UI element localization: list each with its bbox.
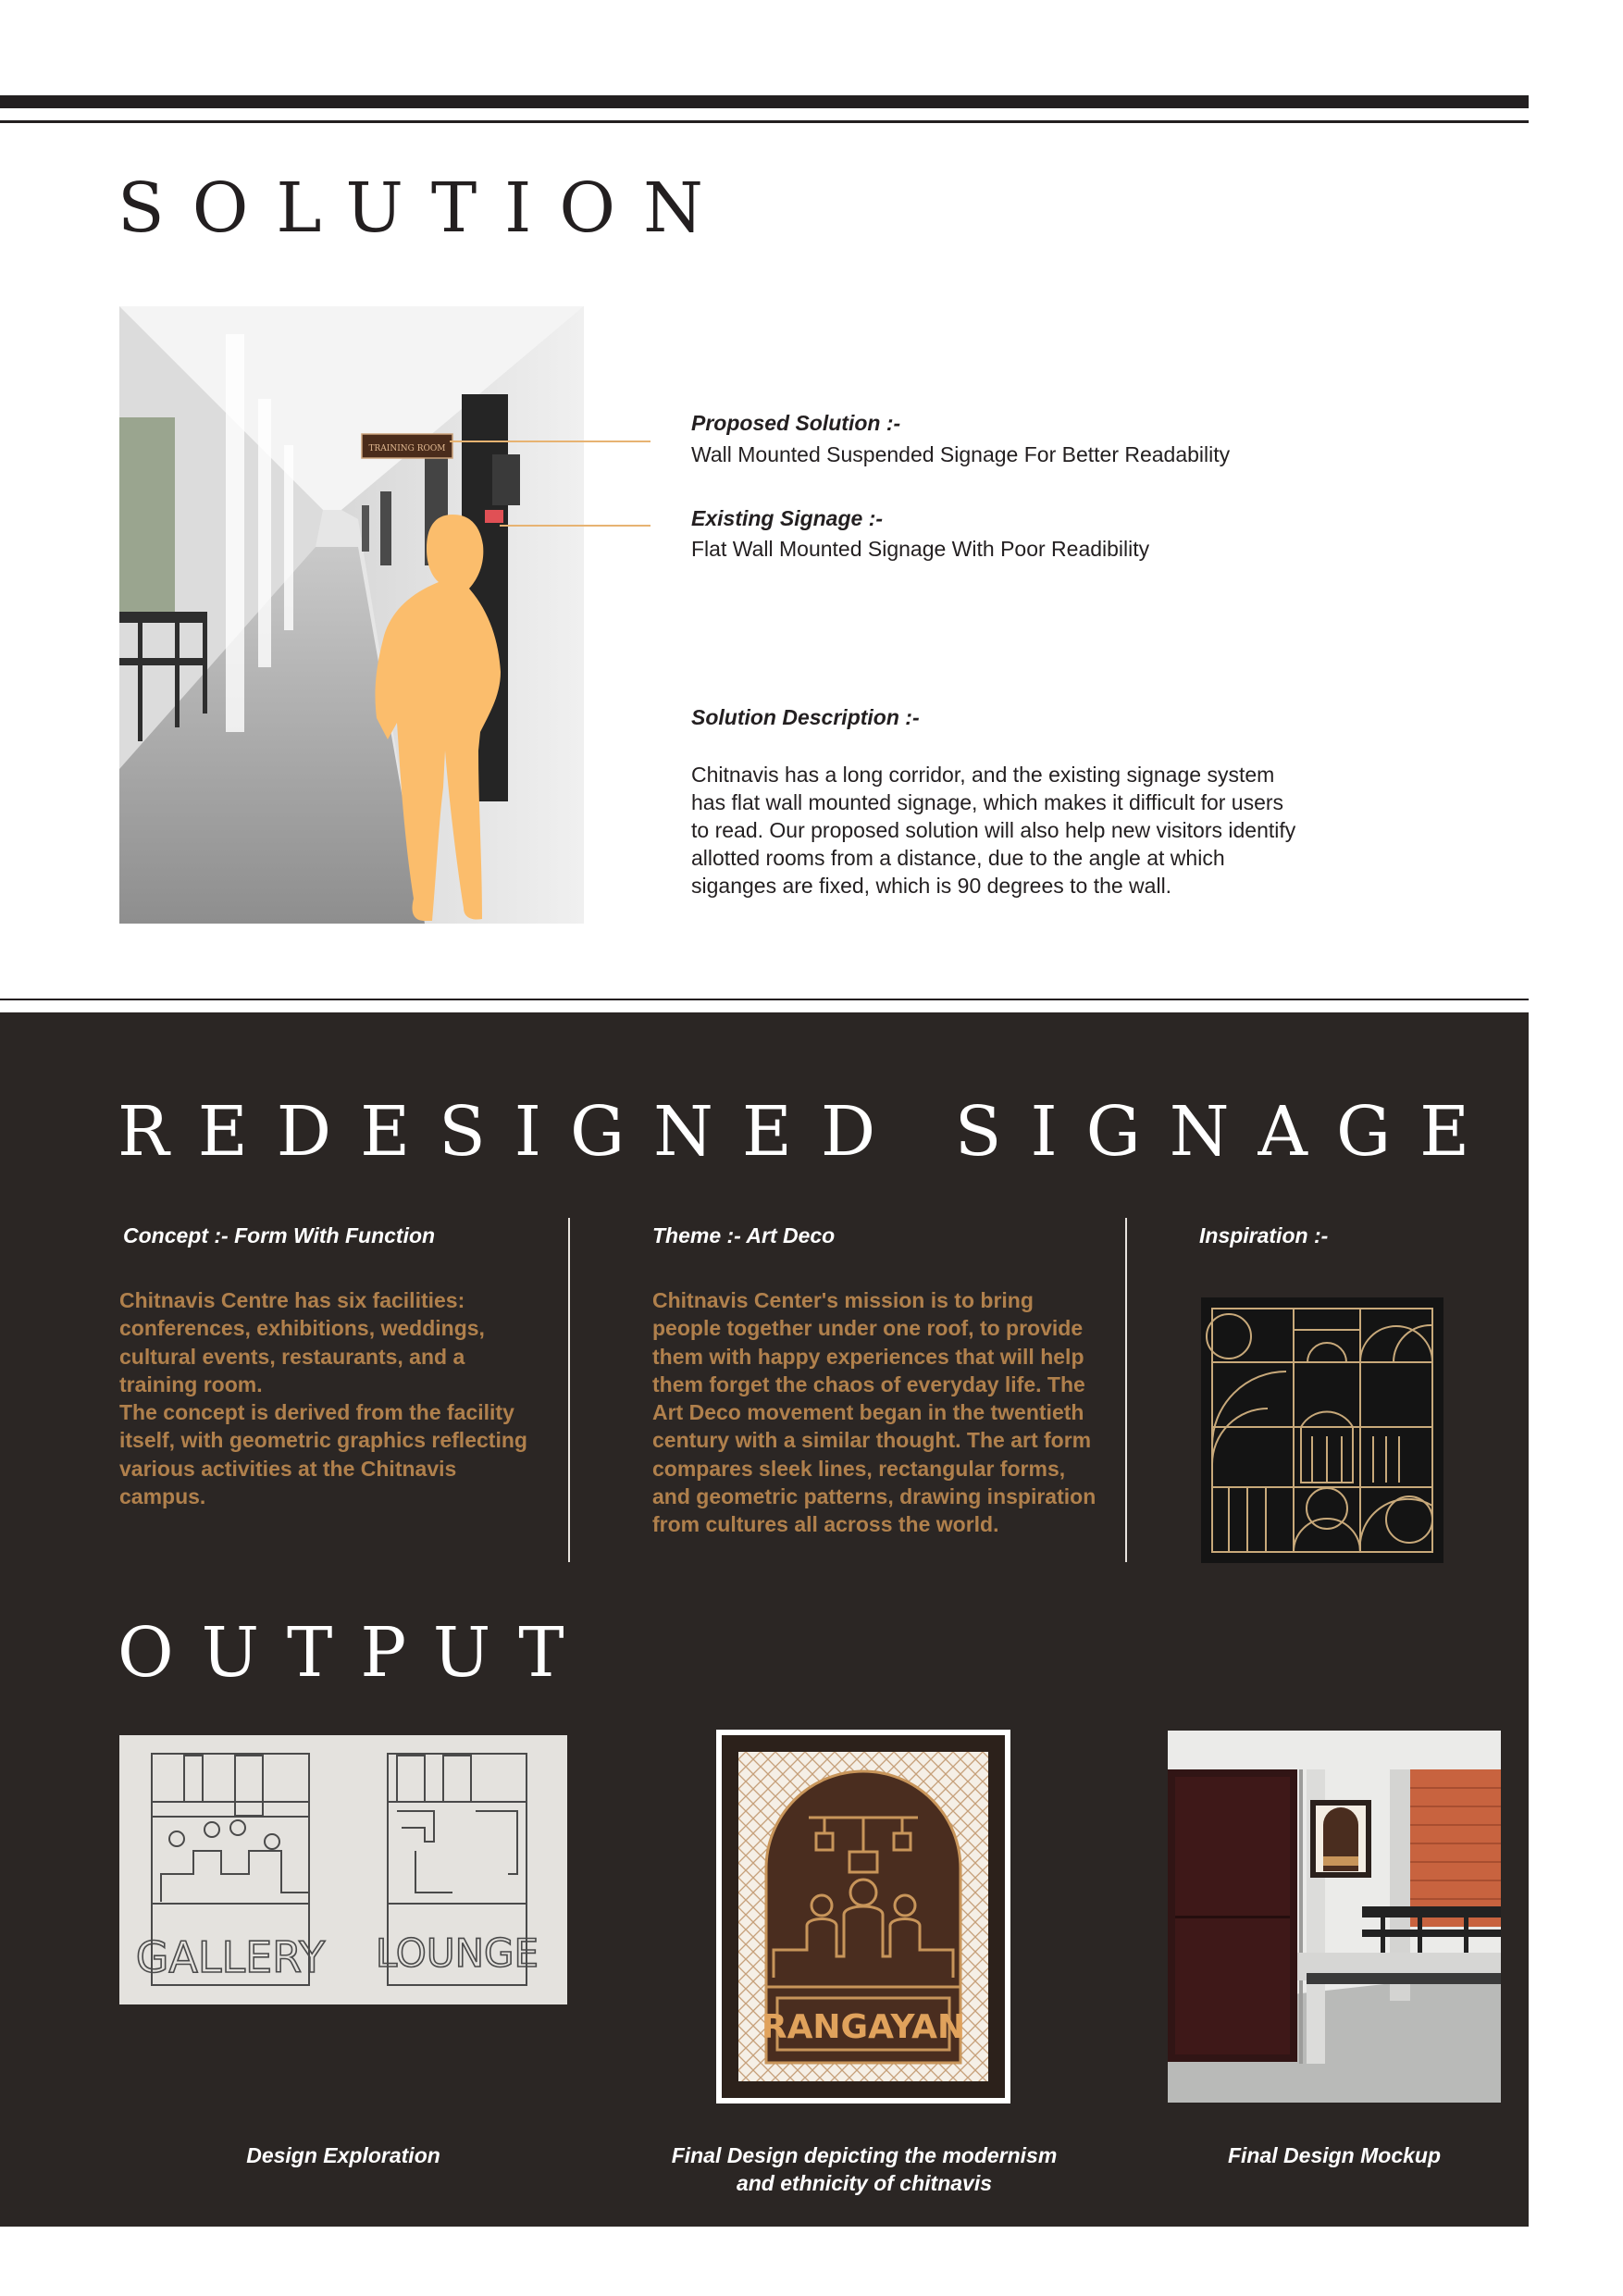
theme-text: Chitnavis Center's mission is to bring people together under one roof, to provide them with happy experiences that will help them forget the chaos of everyday life. The Art Deco movement began in the twentieth century with a similar thought. The art form compares sleek lines, rectangular forms, and geometric patterns, drawing inspiration from cultures all across the world.	[652, 1288, 1096, 1537]
top-rule-thick	[0, 95, 1529, 108]
existing-callout-line	[500, 525, 650, 527]
theme-label: Theme :- Art Deco	[652, 1223, 836, 1247]
corridor-photo	[119, 306, 584, 924]
column-divider-1	[568, 1218, 570, 1562]
art-deco-pattern	[1201, 1297, 1443, 1563]
caption-final-mockup: Final Design Mockup	[1227, 2143, 1442, 2167]
final-design-mockup-photo	[1168, 1731, 1501, 2103]
inspiration-label: Inspiration :-	[1199, 1223, 1329, 1247]
existing-signage-text: Flat Wall Mounted Signage With Poor Readibility	[691, 537, 1150, 561]
mockup-illustration	[1168, 1731, 1501, 2103]
solution-description-text: Chitnavis has a long corridor, and the existing signage system has flat wall mounted signage, which makes it difficult for users to read. Our proposed solution will also help new visitors identify allotted rooms from a distance, due to the angle at which siganges are fixed, which is 90 degrees to the wall.	[691, 763, 1296, 898]
inspiration-art-deco-image	[1201, 1297, 1443, 1563]
column-divider-2	[1125, 1218, 1127, 1562]
top-rule-thin	[0, 120, 1529, 123]
caption-final-design: Final Design depicting the modernism and ethnicity of chitnavis	[671, 2143, 1058, 2195]
sketch-word-gallery: GALLERY	[135, 1932, 326, 1982]
solution-description-label: Solution Description :-	[691, 705, 920, 729]
sketch-word-lounge: LOUNGE	[375, 1930, 539, 1976]
corridor-illustration	[119, 306, 584, 924]
caption-design-exploration: Design Exploration	[246, 2143, 440, 2167]
existing-signage-label: Existing Signage :-	[691, 506, 884, 530]
output-title: OUTPUT	[118, 1613, 592, 1693]
proposed-callout-line	[450, 441, 650, 442]
final-design-sign	[716, 1730, 1010, 2104]
proposed-solution-label: Proposed Solution :-	[691, 411, 901, 435]
solution-title: SOLUTION	[118, 168, 731, 248]
training-room-sign: TRAINING ROOM	[368, 444, 446, 453]
section-divider	[0, 999, 1529, 1000]
proposed-solution-text: Wall Mounted Suspended Signage For Better Readability	[691, 442, 1231, 466]
sketch-drawing	[119, 1735, 567, 2004]
design-exploration-sketch	[119, 1735, 567, 2004]
rangayan-sign-art	[716, 1730, 1010, 2104]
redesigned-signage-title: REDESIGNED SIGNAGE	[118, 1092, 1499, 1172]
concept-label: Concept :- Form With Function	[123, 1223, 436, 1247]
final-sign-text: RANGAYAN	[761, 2008, 966, 2046]
concept-text: Chitnavis Centre has six facilities: conferences, exhibitions, weddings, cultural events, restaurants, and a training room. The concept is derived from the facility itself, with geometric graphics reflecting various activities at the Chitnavis campus.	[119, 1288, 527, 1509]
